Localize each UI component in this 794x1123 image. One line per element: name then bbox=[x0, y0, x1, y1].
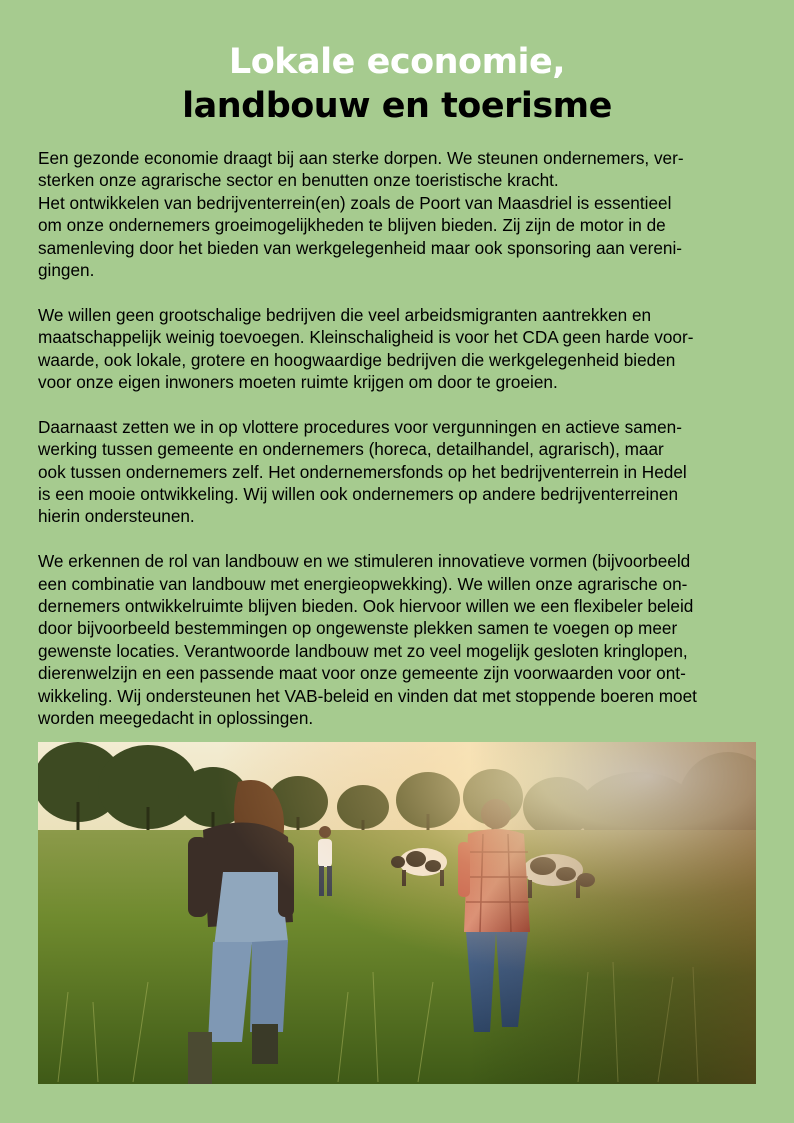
text-line: samenleving door het bieden van werkgelegenheid maar ook sponsoring aan vereni- bbox=[38, 237, 682, 258]
paragraph-economy bbox=[38, 147, 760, 281]
text-line: dernemers ontwikkelruimte blijven bieden. Ook hiervoor willen we een flexibeler beleid bbox=[38, 596, 694, 617]
text-line: Het ontwikkelen van bedrijventerrein(en) zoals de Poort van Maasdriel is essentieel bbox=[38, 192, 672, 213]
text-line: maatschappelijk weinig toevoegen. Kleinschaligheid is voor het CDA geen harde voor- bbox=[38, 327, 694, 348]
text-line: door bijvoorbeeld bestemmingen op ongewenste plekken samen te voegen op meer bbox=[38, 618, 678, 639]
title-line-2: landbouw en toerisme bbox=[182, 86, 612, 126]
text-line: gingen. bbox=[38, 260, 95, 281]
farm-field-photo bbox=[38, 742, 756, 1084]
article-body bbox=[38, 147, 760, 730]
title-line-1: Lokale economie, bbox=[228, 42, 566, 82]
text-line: sterken onze agrarische sector en benutten onze toeristische kracht. bbox=[38, 170, 559, 191]
page-title bbox=[0, 40, 794, 128]
text-line: gewenste locaties. Verantwoorde landbouw met zo veel mogelijk gesloten kringlopen, bbox=[38, 640, 688, 661]
text-line: hierin ondersteunen. bbox=[38, 506, 195, 527]
text-line: ook tussen ondernemers zelf. Het ondernemersfonds op het bedrijventerrein in Hedel bbox=[38, 461, 687, 482]
text-line: Daarnaast zetten we in op vlottere procedures voor vergunningen en actieve samen- bbox=[38, 416, 682, 437]
text-line: werking tussen gemeente en ondernemers (horeca, detailhandel, agrarisch), maar bbox=[38, 439, 664, 460]
paragraph-businesses bbox=[38, 304, 760, 394]
text-line: Een gezonde economie draagt bij aan sterke dorpen. We steunen ondernemers, ver- bbox=[38, 148, 684, 168]
text-line: waarde, ook lokale, grotere en hoogwaardige bedrijven die werkgelegenheid bieden bbox=[38, 349, 676, 370]
text-line: voor onze eigen inwoners moeten ruimte krijgen om door te groeien. bbox=[38, 372, 558, 393]
text-line: wikkeling. Wij ondersteunen het VAB-beleid en vinden dat met stoppende boeren moet bbox=[38, 685, 697, 706]
paragraph-procedures bbox=[38, 416, 760, 528]
paragraph-agriculture bbox=[38, 550, 760, 729]
text-line: We erkennen de rol van landbouw en we stimuleren innovatieve vormen (bijvoorbeeld bbox=[38, 551, 691, 572]
text-line: om onze ondernemers groeimogelijkheden te blijven bieden. Zij zijn de motor in de bbox=[38, 215, 666, 236]
text-line: een combinatie van landbouw met energieopwekking). We willen onze agrarische on- bbox=[38, 573, 688, 594]
text-line: We willen geen grootschalige bedrijven die veel arbeidsmigranten aantrekken en bbox=[38, 304, 652, 325]
text-line: dierenwelzijn en een passende maat voor onze gemeente zijn voorwaarden voor ont- bbox=[38, 663, 686, 684]
text-line: is een mooie ontwikkeling. Wij willen ook ondernemers op andere bedrijventerreinen bbox=[38, 484, 679, 505]
text-line: worden meegedacht in oplossingen. bbox=[38, 708, 314, 729]
